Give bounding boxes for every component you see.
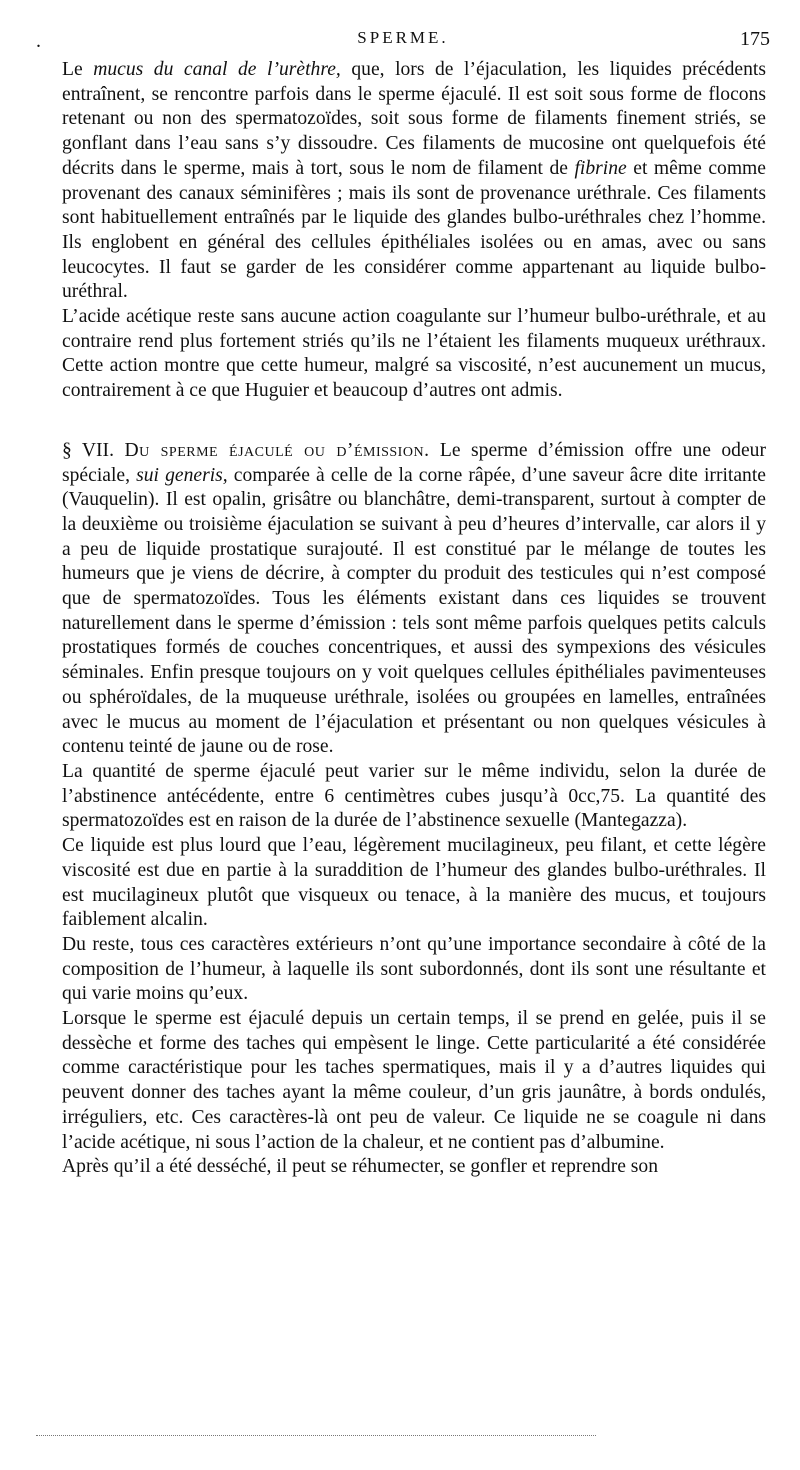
paragraph-urethral-mucus — [62, 58, 766, 305]
body-text — [62, 58, 766, 1180]
running-header — [36, 28, 770, 54]
text-run: comparée à celle de la corne râpée, d’une saveur âcre dite irritante (Vauquelin). Il est opalin, grisâtre ou blanchâtre, demi-transparent, surtout à compter de la deuxième ou troisième éjaculation se suivant à peu d’heures d’intervalle, car alors il y a peu de liquide prostatique surajouté. Il est constitué par le mélange de toutes les humeurs que je viens de décrire, à compter du produit des testicules qui n’est composé que de spermatozoïdes. Tous les éléments existant dans ces liquides se trouvent naturellement dans le sperme d’émission : tels sont même parfois quelques petits calculs prostatiques formés de couches concentriques, et aussi des sympexions des vésicules séminales. Enfin presque toujours on y voit quelques cellules épithéliales pavimenteuses ou sphéroïdales, de la muqueuse uréthrale, isolées ou groupées en lamelles, entraînées avec le mucus au moment de l’éjaculation et présentant ou non quelques vésicules à contenu teinté de jaune ou de rose. — [62, 464, 766, 758]
text-run: et même comme provenant des canaux séminifères ; mais ils sont de provenance uréthrale. Ces filaments sont habituellement entraînés par le liquide des glandes bulbo-uréthrales chez l’homme. Ils englobent en général des cellules épithéliales isolées ou en amas, avec ou sans leucocytes. Il faut se garder de les considérer comme appartenant au liquide bulbo-uréthral. — [62, 157, 766, 303]
paragraph-external-characters: Du reste, tous ces caractères extérieurs n’ont qu’une importance secondaire à côté de la composition de l’humeur, à laquelle ils sont subordonnés, dont ils sont une résultante et qui varie moins qu’eux. — [62, 933, 766, 1005]
footer-rule — [36, 1435, 596, 1436]
paragraph-viscosity: Ce liquide est plus lourd que l’eau, légèrement mucilagineux, peu filant, et cette légère viscosité est due en partie à la suraddition de l’humeur des glandes bulbo-uréthrales. Il est mucilagineux plutôt que visqueux ou tenace, à la manière des mucus, et toujours faiblement alcalin. — [62, 835, 766, 931]
text-run: Le sperme d’émission offre une odeur spéciale, — [62, 439, 766, 486]
text-run: Le — [62, 59, 94, 80]
paragraph-quantity: La quantité de sperme éjaculé peut varier sur le même individu, selon la durée de l’abstinence antécédente, entre 6 centimètres cubes jusqu’à 0cc,75. La quantité des spermatozoïdes est en raison de la durée de l’abstinence sexuelle (Mantegazza). — [62, 760, 766, 832]
running-title: SPERME. — [357, 28, 449, 47]
italic-term: mucus du canal de l’urèthre, — [93, 59, 341, 80]
paragraph-stains: Lorsque le sperme est éjaculé depuis un certain temps, il se prend en gelée, puis il se dessèche et forme des taches qui empèsent le linge. Cette particularité a été considérée comme caractéristique pour les taches spermatiques, mais il y a d’autres liquides qui peuvent donner des taches ayant la même couleur, d’un gris jaunâtre, à bords ondulés, irréguliers, etc. Ces caractères-là ont peu de valeur. Ce liquide ne se coagule ni dans l’acide acétique, ni sous l’action de la chaleur, et ne contient pas d’albumine. — [62, 1008, 766, 1153]
paragraph-section-vii — [62, 439, 766, 760]
section-number: § VII. — [62, 439, 114, 461]
section-heading: Du sperme éjaculé ou d’émission. — [124, 439, 430, 461]
italic-term: sui generis, — [136, 464, 228, 486]
section-gap — [62, 404, 766, 439]
header-mark: . — [36, 30, 41, 52]
italic-term: fibrine — [574, 157, 627, 179]
page-number: 175 — [740, 28, 770, 50]
paragraph-drying: Après qu’il a été desséché, il peut se réhumecter, se gonfler et reprendre son — [62, 1156, 659, 1178]
paragraph-acetic-acid: L’acide acétique reste sans aucune action coagulante sur l’humeur bulbo-uréthrale, et au contraire rend plus fortement striés qu’ils ne l’étaient les filaments muqueux uréthraux. Cette action montre que cette humeur, malgré sa viscosité, n’est aucunement un mucus, contrairement à ce que Huguier et beaucoup d’autres ont admis. — [62, 306, 766, 402]
text-run: que, lors de l’éjaculation, les liquides précédents entraînent, se rencontre parfois dans le sperme éjaculé. Il est soit sous forme de flocons retenant ou non des spermatozoïdes, soit sous forme de filaments finement striés, se gonflant dans l’eau sans s’y dissoudre. Ces filaments de mucosine ont quelquefois été décrits dans le sperme, mais à tort, sous le nom de filament de — [62, 59, 766, 179]
